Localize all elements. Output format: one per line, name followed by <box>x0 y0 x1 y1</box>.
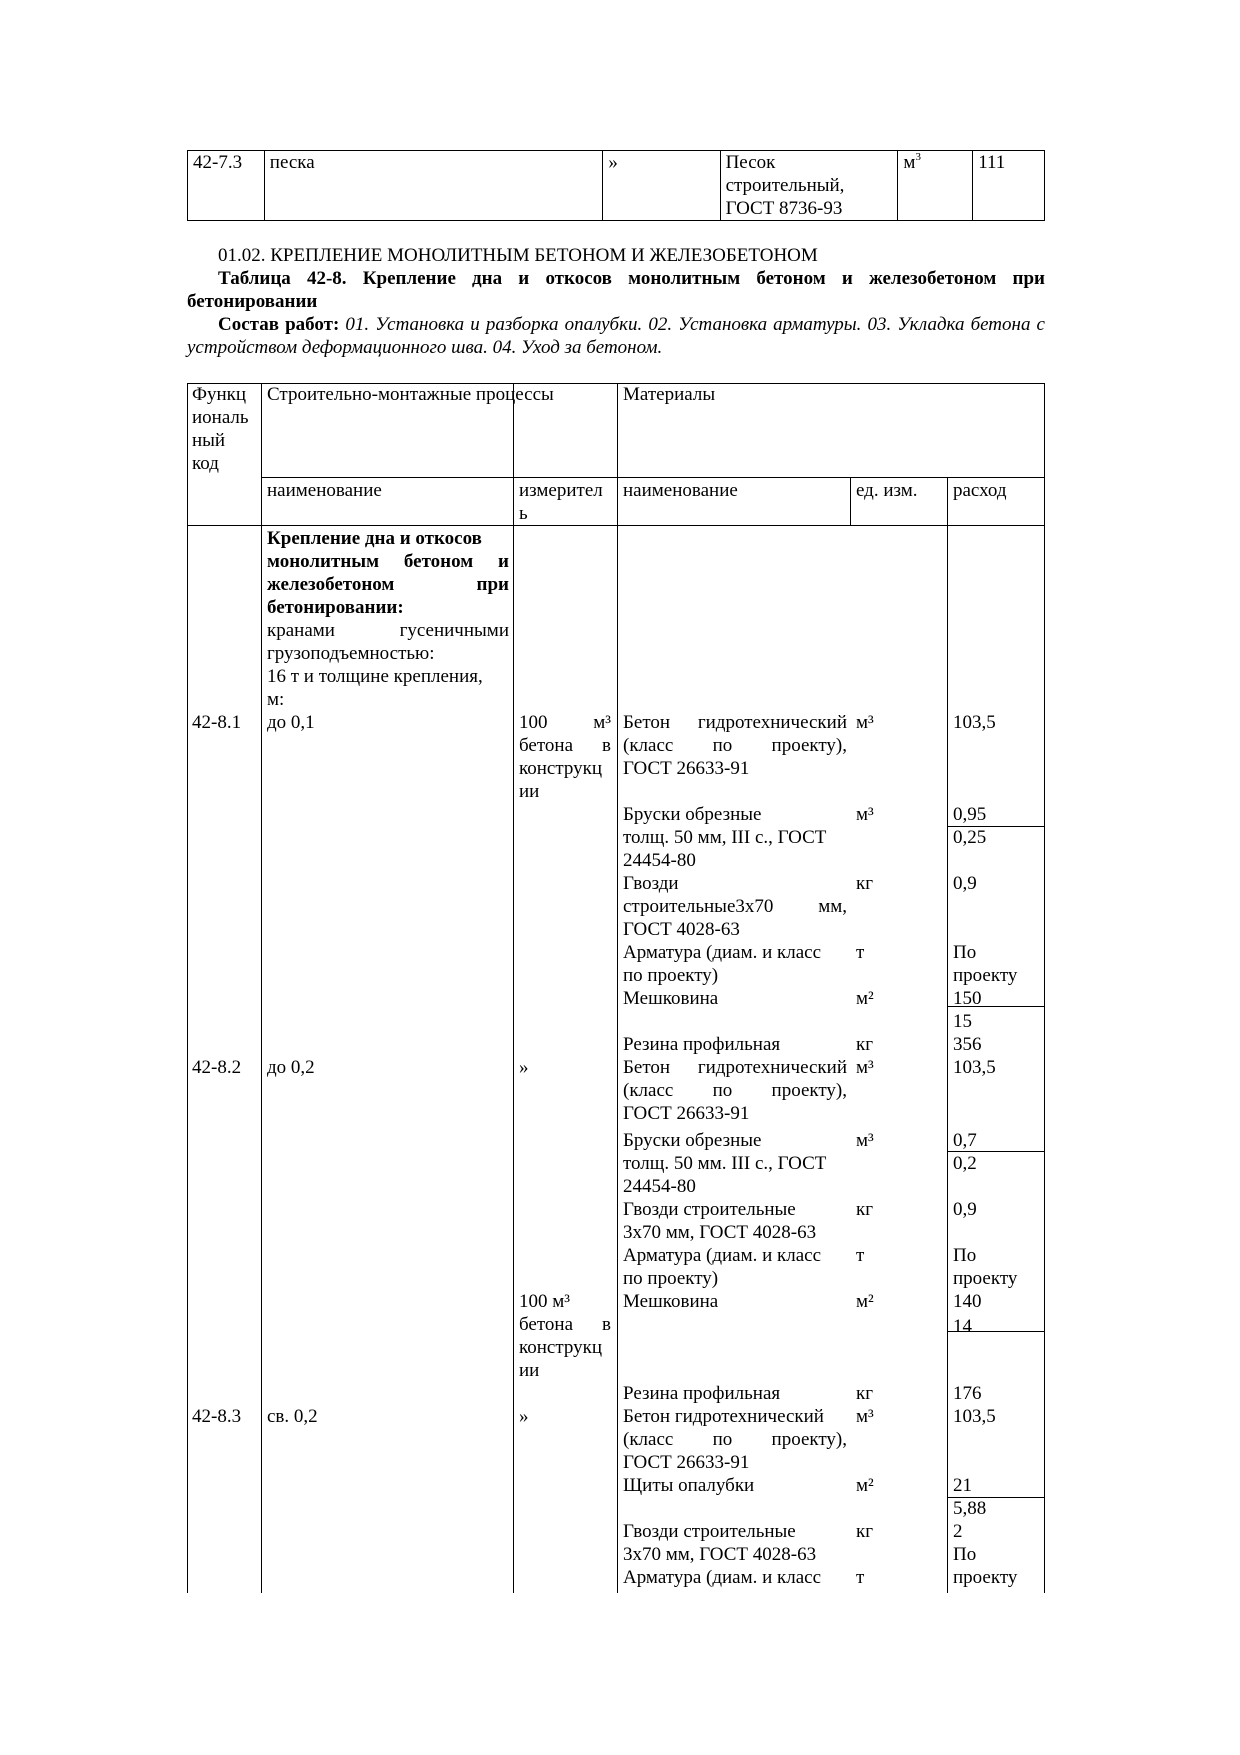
group-title-line: железобетоном при <box>267 574 509 595</box>
table-border-left <box>187 383 188 1593</box>
col-divider-5-header <box>947 477 948 525</box>
header-name: наименование <box>267 480 382 501</box>
qty-line: По <box>953 942 977 963</box>
col-divider-4-header <box>850 477 851 525</box>
top-table <box>187 150 1045 221</box>
group-sub-line: грузоподъемностью: <box>267 643 435 664</box>
header-bottom <box>187 525 1045 526</box>
unit: кг <box>856 1034 874 1055</box>
material-line: ГОСТ 26633-91 <box>623 1452 750 1473</box>
qty: 176 <box>953 1383 982 1404</box>
group-title <box>267 527 509 619</box>
qty: 140 <box>953 1291 982 1312</box>
unit: кг <box>856 1199 874 1220</box>
unit: кг <box>856 1383 874 1404</box>
material-cell <box>720 151 898 221</box>
material-line: Бетон гидротехнический <box>623 712 847 733</box>
qty-line: По <box>953 1245 977 1266</box>
material-meshk: Мешковина <box>623 988 719 1009</box>
material-line: строительный, <box>725 175 845 196</box>
material-line: (класс по проекту), <box>623 735 847 756</box>
qty: проекту <box>953 1567 1018 1588</box>
material-line: Арматура (диам. и класс <box>623 1245 822 1266</box>
material-bruski: Бруски обрезные <box>623 1130 762 1151</box>
material-line: толщ. 50 мм. III с., ГОСТ <box>623 1153 827 1174</box>
header-meter <box>519 479 603 525</box>
material-bruski: Бруски обрезные <box>623 804 762 825</box>
meter-line: ии <box>519 781 540 802</box>
unit-sup: 3 <box>915 151 921 163</box>
qty: По <box>953 1544 977 1565</box>
group-title-line: монолитным бетоном и <box>267 551 509 572</box>
func-code-cell: 42-7.3 <box>188 151 265 221</box>
qty: 0,2 <box>953 1153 977 1174</box>
qty: 2 <box>953 1521 963 1542</box>
row-code: 42-8.1 <box>192 712 242 733</box>
row-code: 42-8.3 <box>192 1406 242 1427</box>
qty <box>953 1244 1017 1290</box>
material-line: по проекту) <box>623 965 719 986</box>
material-armatura <box>623 941 847 987</box>
meter-line: бетона в <box>519 735 611 756</box>
group-sub-line: м: <box>267 689 285 710</box>
row-name: до 0,2 <box>267 1057 315 1078</box>
qty: 0,9 <box>953 873 977 894</box>
unit: м² <box>856 988 874 1009</box>
material-rezina: Резина профильная <box>623 1383 781 1404</box>
qty-line: проекту <box>953 1268 1018 1289</box>
material-shity: Щиты опалубки <box>623 1475 755 1496</box>
header-unit: ед. изм. <box>856 480 918 501</box>
unit: кг <box>856 1521 874 1542</box>
col-divider-5 <box>947 525 948 1593</box>
material-line: Гвозди строительные <box>623 1199 796 1220</box>
meter-line: конструкц <box>519 758 603 779</box>
header-processes: Строительно-монтажные процессы <box>267 384 554 405</box>
header-line: иональ <box>192 407 249 428</box>
qty-line: проекту <box>953 965 1018 986</box>
qty: 103,5 <box>953 1406 996 1427</box>
material-line: ГОСТ 4028-63 <box>623 919 740 940</box>
header-line: измерител <box>519 480 603 501</box>
qty: 103,5 <box>953 712 996 733</box>
table-row <box>188 151 1045 221</box>
col-divider-2 <box>513 383 514 1593</box>
qty: 5,88 <box>953 1498 987 1519</box>
meter-line: конструкц <box>519 1337 603 1358</box>
unit: м³ <box>856 1130 874 1151</box>
material-line: Гвозди строительные <box>623 1521 796 1542</box>
material-line: 24454-80 <box>623 1176 696 1197</box>
col-divider-1 <box>261 383 262 1593</box>
row-meter <box>519 711 611 803</box>
material-bruski-spec <box>623 1152 847 1198</box>
qty: 14 <box>953 1316 972 1337</box>
material-line: Гвозди <box>623 873 679 894</box>
material-line: толщ. 50 мм, III с., ГОСТ <box>623 827 827 848</box>
material-armatura <box>623 1244 847 1290</box>
qty: 0,95 <box>953 804 987 825</box>
material-line: (класс по проекту), <box>623 1429 847 1450</box>
group-title-line: бетонировании: <box>267 597 404 618</box>
material-line: строительные3х70 мм, <box>623 896 847 917</box>
row-meter: » <box>519 1406 529 1427</box>
unit: м² <box>856 1291 874 1312</box>
meter-line: бетона в <box>519 1314 611 1335</box>
material-rezina: Резина профильная <box>623 1034 781 1055</box>
material-line: 3х70 мм, ГОСТ 4028-63 <box>623 1544 817 1565</box>
col-divider-3 <box>617 383 618 1593</box>
unit: м³ <box>856 1057 874 1078</box>
material-line: 3х70 мм, ГОСТ 4028-63 <box>623 1222 817 1243</box>
unit-text: м <box>903 152 916 173</box>
material-line: ГОСТ 26633-91 <box>623 1103 750 1124</box>
unit: т <box>856 1567 865 1588</box>
qty <box>953 941 1017 987</box>
material-beton <box>623 711 847 780</box>
material-gvozdi <box>623 1520 847 1566</box>
material-line: (класс по проекту), <box>623 1080 847 1101</box>
unit: кг <box>856 873 874 894</box>
qty: 0,7 <box>953 1130 977 1151</box>
material-line: Арматура (диам. и класс <box>623 942 822 963</box>
row-meter <box>519 1290 611 1382</box>
material-line: Песок <box>725 152 776 173</box>
material-gvozdi <box>623 872 847 941</box>
material-line: ГОСТ 26633-91 <box>623 758 750 779</box>
qty: 356 <box>953 1034 982 1055</box>
unit: м³ <box>856 1406 874 1427</box>
group-subtitle <box>267 619 509 711</box>
header-mat-name: наименование <box>623 480 738 501</box>
meter-line: ии <box>519 1360 540 1381</box>
unit: м³ <box>856 712 874 733</box>
group-sub-line: 16 т и толщине крепления, <box>267 666 483 687</box>
row-name: св. 0,2 <box>267 1406 318 1427</box>
unit: м³ <box>856 804 874 825</box>
header-materials: Материалы <box>623 384 716 405</box>
meter-cell: » <box>603 151 720 221</box>
material-armatura: Арматура (диам. и класс <box>623 1567 822 1588</box>
unit: м² <box>856 1475 874 1496</box>
qty: 103,5 <box>953 1057 996 1078</box>
qty-cell: 111 <box>973 151 1045 221</box>
table-title: Таблица 42-8. Крепление дна и откосов монолитным бетоном и железобетоном при бетонировании <box>187 268 1045 312</box>
row-meter: » <box>519 1057 529 1078</box>
qty: 21 <box>953 1475 972 1496</box>
qty: 15 <box>953 1011 972 1032</box>
material-meshk: Мешковина <box>623 1291 719 1312</box>
work-label: Состав работ: <box>218 314 340 335</box>
material-line: по проекту) <box>623 1268 719 1289</box>
unit: т <box>856 1245 865 1266</box>
header-func-code <box>192 383 249 475</box>
qty: 0,9 <box>953 1199 977 1220</box>
header-line: код <box>192 453 219 474</box>
process-name-cell: песка <box>264 151 603 221</box>
material-line: ГОСТ 8736-93 <box>725 198 843 219</box>
unit-cell <box>898 151 973 221</box>
material-line: Бетон гидротехнический <box>623 1406 824 1427</box>
material-line: Бетон гидротехнический <box>623 1057 847 1078</box>
unit: т <box>856 942 865 963</box>
work-composition <box>187 313 1045 359</box>
header-line: Функц <box>192 384 247 405</box>
section-heading: 01.02. КРЕПЛЕНИЕ МОНОЛИТНЫМ БЕТОНОМ И ЖЕЛЕЗОБЕТОНОМ <box>218 245 818 266</box>
qty: 150 <box>953 988 982 1009</box>
header-divider <box>261 477 1045 478</box>
material-gvozdi <box>623 1198 847 1244</box>
main-table <box>187 383 1045 1593</box>
header-line: ь <box>519 503 528 524</box>
table-border-right <box>1044 383 1045 1593</box>
work-text: 01. Установка и разборка опалубки. 02. Установка арматуры. 03. Укладка бетона с устройством деформационного шва. 04. Уход за бетоном. <box>187 314 1045 358</box>
qty: 0,25 <box>953 827 987 848</box>
row-code: 42-8.2 <box>192 1057 242 1078</box>
group-title-line: Крепление дна и откосов <box>267 528 482 549</box>
row-name: до 0,1 <box>267 712 315 733</box>
meter-line: 100 м³ <box>519 712 611 733</box>
material-line: 24454-80 <box>623 850 696 871</box>
material-beton <box>623 1056 847 1125</box>
material-bruski-spec <box>623 826 847 872</box>
material-beton <box>623 1405 847 1474</box>
meter-line: 100 м³ <box>519 1291 570 1312</box>
header-qty: расход <box>953 480 1007 501</box>
header-line: ный <box>192 430 226 451</box>
group-sub-line: кранами гусеничными <box>267 620 509 641</box>
